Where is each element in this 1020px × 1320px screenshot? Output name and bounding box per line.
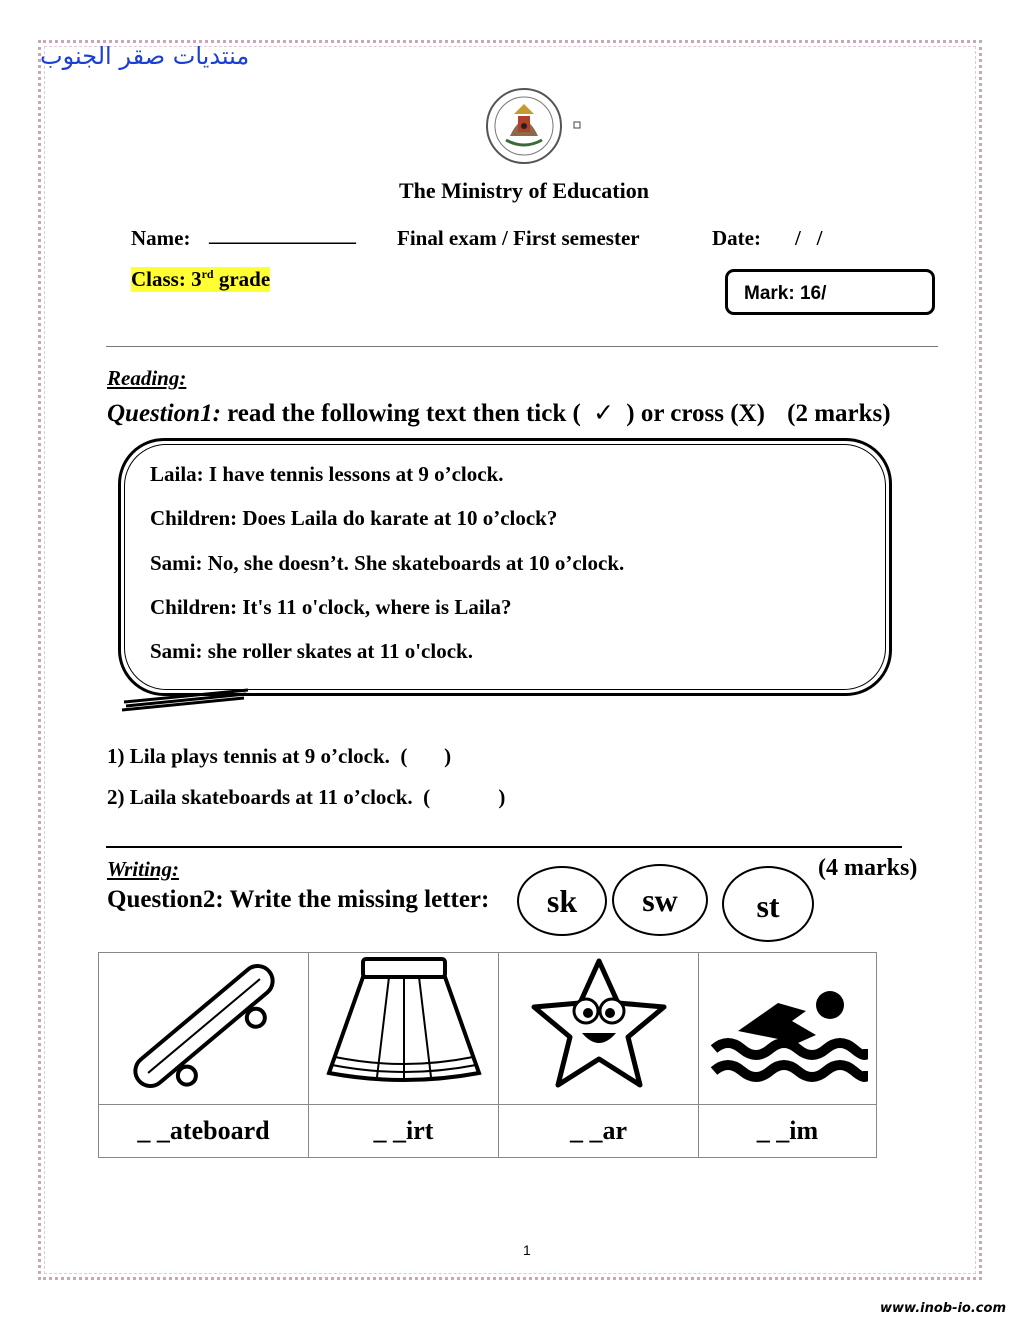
ministry-title: The Ministry of Education bbox=[399, 178, 649, 203]
option-sw: sw bbox=[612, 864, 708, 936]
answer-blank-star[interactable]: _ _ar bbox=[499, 1105, 699, 1158]
skirt-icon bbox=[319, 953, 489, 1099]
date-field[interactable]: / / bbox=[795, 226, 823, 250]
dialog-line: Children: It's 11 o'clock, where is Laila? bbox=[150, 595, 512, 619]
question1-text-2: ) or cross (X) bbox=[626, 400, 765, 427]
question1-heading bbox=[107, 398, 891, 428]
skirt-picture bbox=[309, 953, 499, 1105]
skateboard-icon bbox=[109, 953, 299, 1099]
tick-icon: ✓ bbox=[593, 400, 615, 427]
swimmer-icon bbox=[708, 953, 868, 1099]
dialog-line: Children: Does Laila do karate at 10 o’clock? bbox=[150, 506, 558, 530]
statement-1[interactable]: 1) Lila plays tennis at 9 o’clock. ( ) bbox=[107, 744, 452, 768]
star-icon bbox=[514, 953, 684, 1099]
exam-title: Final exam / First semester bbox=[397, 226, 640, 250]
dialog-line: Laila: I have tennis lessons at 9 o’clock. bbox=[150, 462, 504, 486]
star-picture bbox=[499, 953, 699, 1105]
question2-marks: (4 marks) bbox=[818, 855, 918, 881]
question2-heading: Question2: Write the missing letter: bbox=[107, 886, 490, 913]
dialog-line: Sami: she roller skates at 11 o'clock. bbox=[150, 639, 473, 663]
divider bbox=[106, 846, 902, 848]
option-st: st bbox=[722, 866, 814, 942]
mark-box: Mark: 16/ bbox=[725, 269, 935, 315]
name-blank[interactable]: ______________ bbox=[209, 222, 356, 246]
skateboard-picture bbox=[99, 953, 309, 1105]
answer-blank-swim[interactable]: _ _im bbox=[699, 1105, 877, 1158]
class-label: Class: 3rd grade bbox=[131, 267, 271, 291]
option-sk: sk bbox=[517, 866, 607, 936]
page-number: 1 bbox=[523, 1242, 531, 1258]
footer-url: www.inob-io.com bbox=[880, 1301, 1006, 1316]
swimmer-picture bbox=[699, 953, 877, 1105]
answer-blank-skateboard[interactable]: _ _ateboard bbox=[99, 1105, 309, 1158]
writing-section-label: Writing: bbox=[107, 857, 179, 881]
statement-2[interactable]: 2) Laila skateboards at 11 o’clock. ( ) bbox=[107, 785, 506, 809]
answer-blank-skirt[interactable]: _ _irt bbox=[309, 1105, 499, 1158]
divider bbox=[106, 346, 938, 347]
question1-label: Question1: bbox=[107, 400, 221, 427]
bubble-tail-icon bbox=[120, 684, 260, 714]
dialog-line: Sami: No, she doesn’t. She skateboards at 10 o’clock. bbox=[150, 551, 625, 575]
picture-table bbox=[98, 952, 877, 1158]
date-label: Date: bbox=[712, 226, 761, 250]
name-label: Name: bbox=[131, 226, 191, 250]
ministry-emblem-icon bbox=[484, 86, 586, 166]
question1-text: read the following text then tick ( bbox=[227, 400, 581, 427]
question1-marks: (2 marks) bbox=[787, 400, 891, 427]
forum-watermark: منتديات صقر الجنوب bbox=[40, 42, 250, 70]
reading-section-label: Reading: bbox=[107, 366, 187, 390]
